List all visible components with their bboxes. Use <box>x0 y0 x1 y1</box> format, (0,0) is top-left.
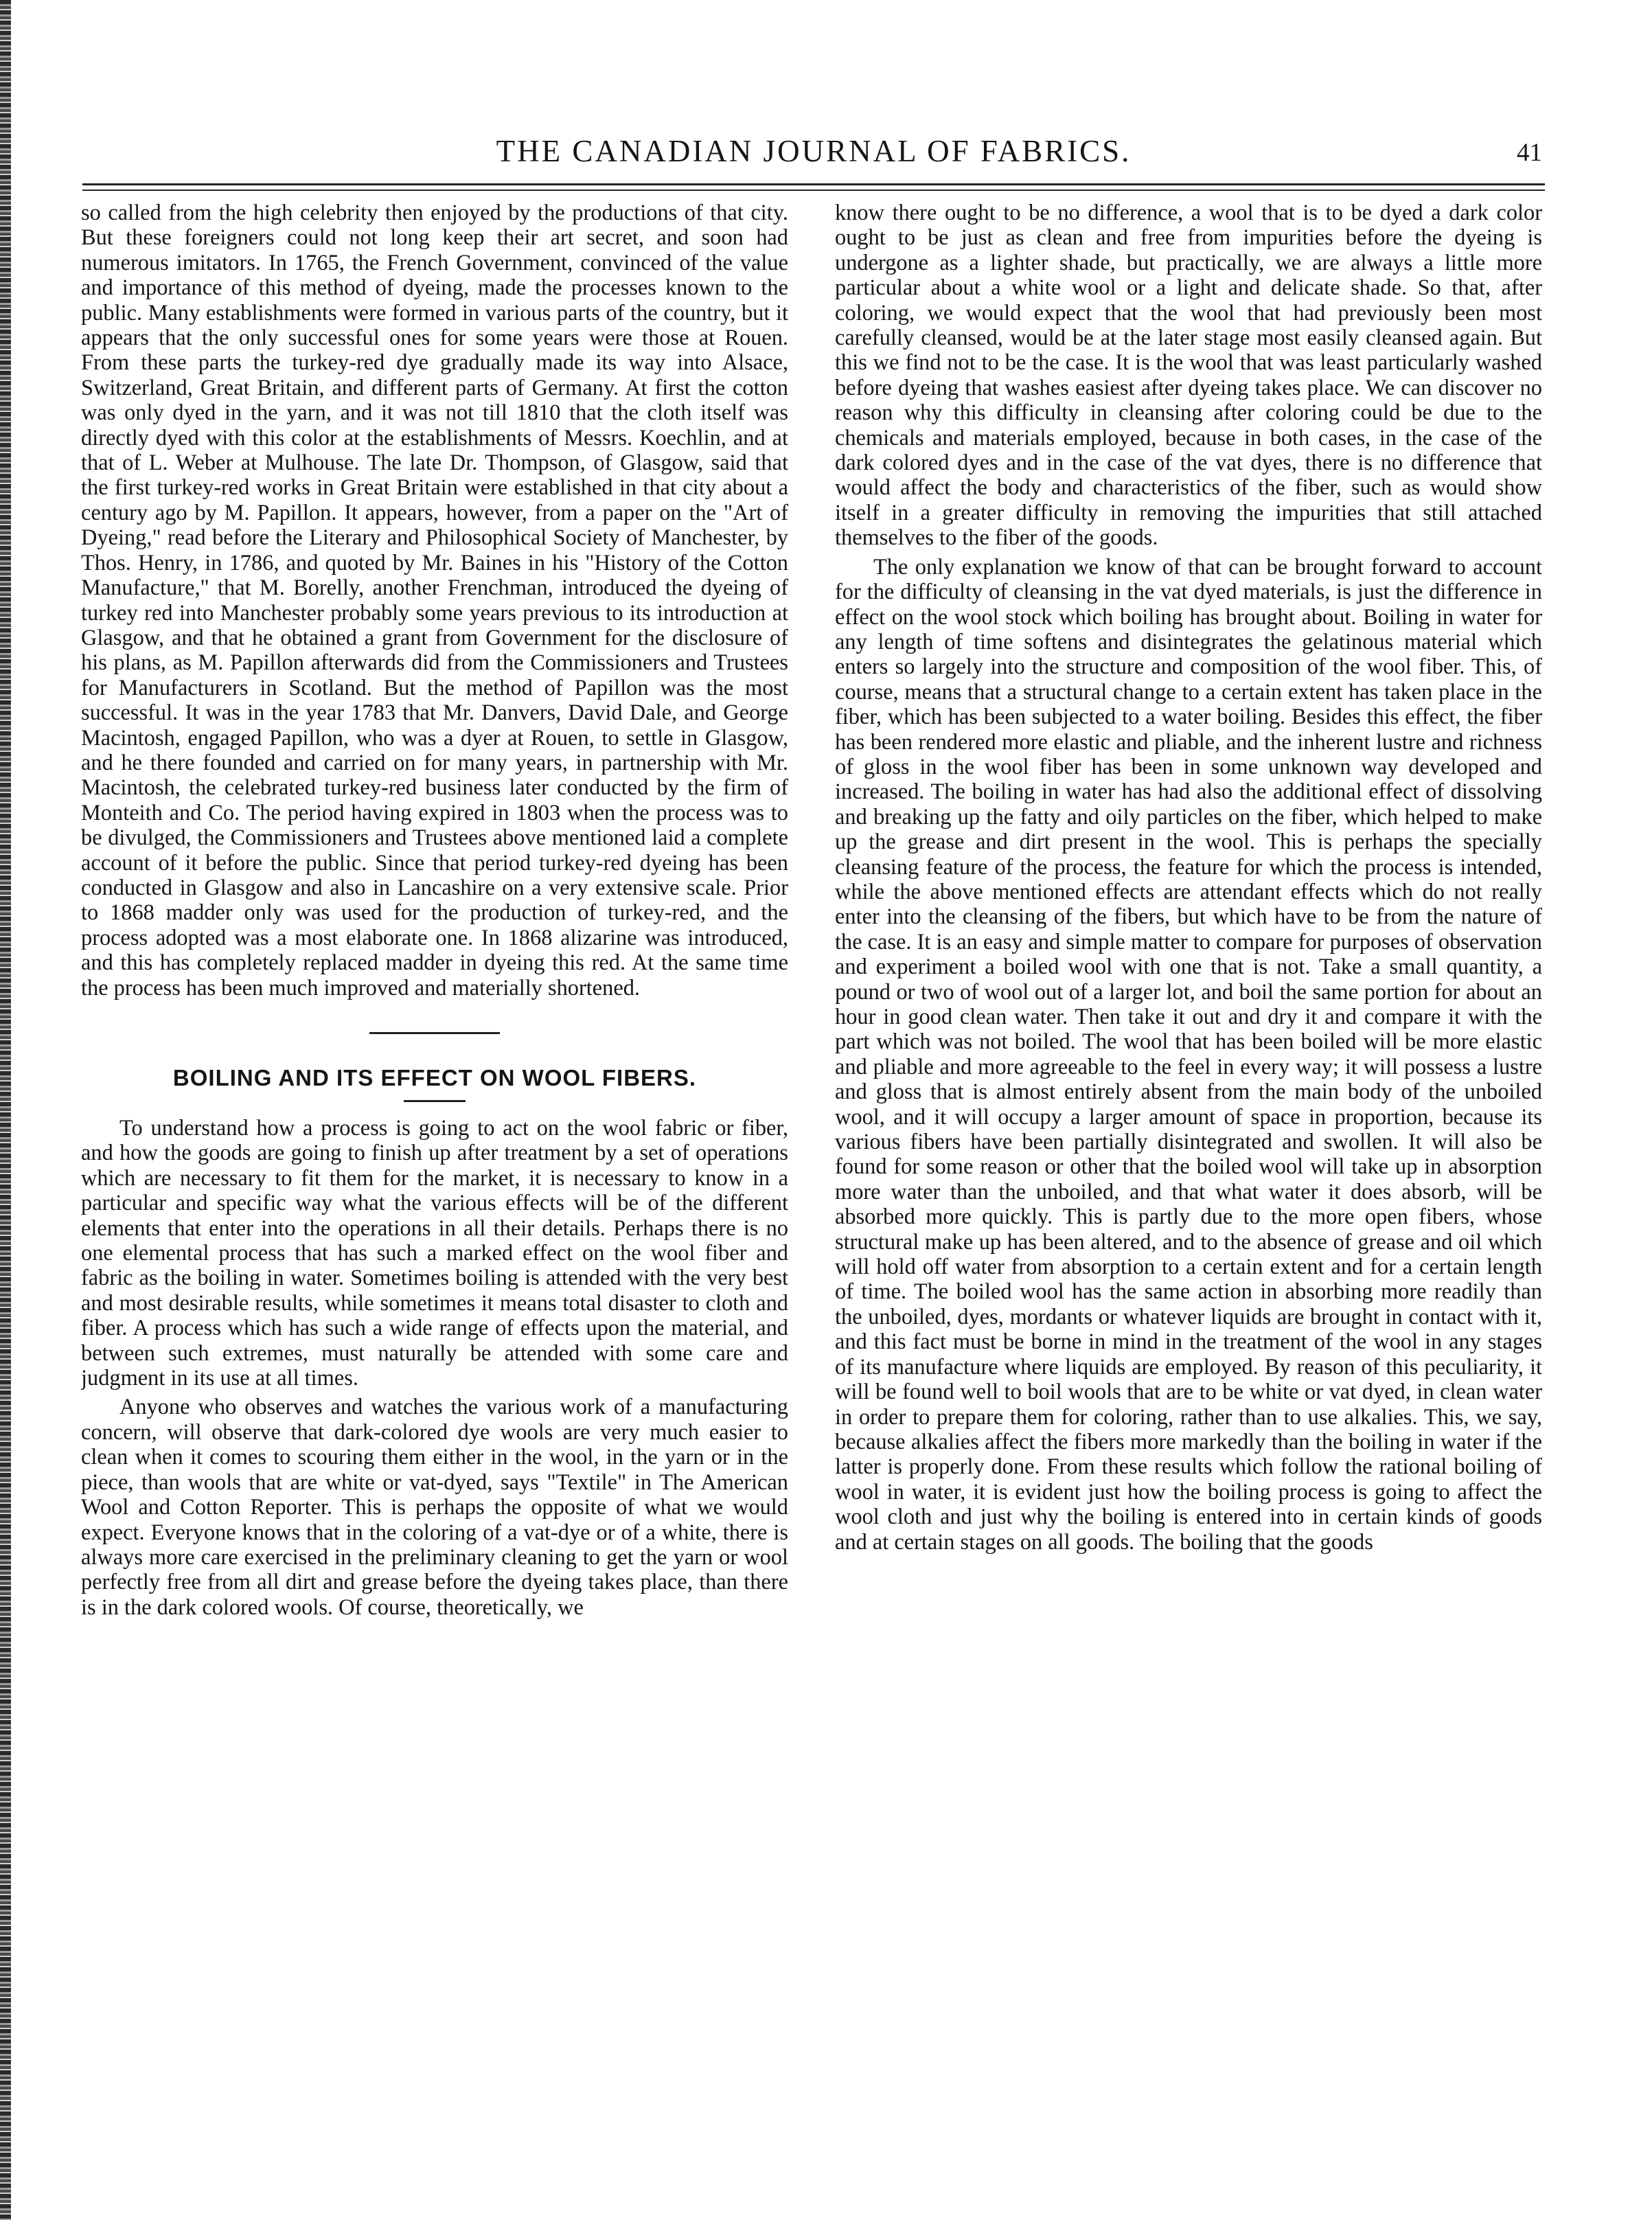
heading-rule <box>404 1100 466 1102</box>
continued-paragraph: so called from the high celebrity then enjoyed by the productions of that city. But these foreigners could not long keep their art secret, and soon had numerous imitators. In 1765, the French Government, convinced of the value and importance of this method of dyeing, made the processes known to the public. Many establishments were formed in various parts of the country, but it appears that the only successful ones for some years were those at Rouen. From these parts the turkey-red dye gradually made its way into Alsace, Switzerland, Great Britain, and different parts of Germany. At first the cotton was only dyed in the yarn, and it was not till 1810 that the cloth itself was directly dyed with this color at the establishments of Messrs. Koechlin, and at that of L. Weber at Mulhouse. The late Dr. Thompson, of Glasgow, said that the first turkey-red works in Great Britain were established in that city about a century ago by M. Papillon. It appears, however, from a paper on the "Art of Dyeing," read before the Literary and Philosophical Society of Manchester, by Thos. Henry, in 1786, and quoted by Mr. Baines in his "History of the Cotton Manufacture," that M. Borelly, another Frenchman, introduced the dyeing of turkey red into Manchester probably some years previous to its introduction at Glasgow, and that he obtained a grant from Government for the disclosure of his plans, as M. Papillon afterwards did from the Commissioners and Trustees for Manufacturers in Scotland. But the method of Papillon was the most successful. It was in the year 1783 that Mr. Danvers, David Dale, and George Macintosh, engaged Papillon, who was a dyer at Rouen, to settle in Glasgow, and he there founded and carried on for many years, in partnership with Mr. Macintosh, the celebrated turkey-red business later conducted by the firm of Monteith and Co. The period having expired in 1803 when the process was to be divulged, the Commissioners and Trustees above mentioned laid a complete account of it before the public. Since that period turkey-red dyeing has been conducted in Glasgow and also in Lancashire on a very extensive scale. Prior to 1868 madder only was used for the production of turkey-red, and the process adopted was a most elaborate one. In 1868 alizarine was introduced, and this has completely replaced madder in dyeing this red. At the same time the process has been much improved and materially shortened. <box>81 201 788 1000</box>
section-heading: BOILING AND ITS EFFECT ON WOOL FIBERS. <box>172 1065 697 1090</box>
right-column <box>835 201 1542 2206</box>
article-paragraph: To understand how a process is going to act on the wool fabric or fiber, and how the goods are going to finish up after treatment by a set of operations which are necessary to fit them for the market, it is necessary to know in a particular and specific way what the various effects will be of the different elements that enter into the operations in all their details. Perhaps there is no one elemental process that has such a marked effect on the wool fiber and fabric as the boiling in water. Sometimes boiling is attended with the very best and most desirable results, while sometimes it means total disaster to cloth and fiber. A process which has such a wide range of effects upon the material, and between such extremes, must naturally be attended with some care and judgment in its use at all times. <box>81 1116 788 1391</box>
journal-title: THE CANADIAN JOURNAL OF FABRICS. <box>496 134 1132 168</box>
article-paragraph: Anyone who observes and watches the various work of a manufacturing concern, will observe that dark-colored dye wools are very much easier to clean when it comes to scouring them either in the wool, in the yarn or in the piece, than wools that are white or vat-dyed, says "Textile" in The American Wool and Cotton Reporter. This is perhaps the opposite of what we would expect. Everyone knows that in the coloring of a vat-dye or of a white, there is always more care exercised in the preliminary cleaning to get the yarn or wool perfectly free from all dirt and grease before the dyeing takes place, than there is in the dark colored wools. Of course, theoretically, we <box>81 1395 788 1620</box>
article-paragraph: The only explanation we know of that can be brought forward to account for the difficulty of cleansing in the vat dyed materials, is just the difference in effect on the wool stock which boiling has brought about. Boiling in water for any length of time softens and disintegrates the gelatinous material which enters so largely into the structure and composition of the wool fiber. This, of course, means that a structural change to a certain extent has taken place in the fiber, which has been subjected to a water boiling. Besides this effect, the fiber has been rendered more elastic and pliable, and the inherent lustre and richness of gloss in the wool fiber has been in some unknown way developed and increased. The boiling in water has had also the additional effect of dissolving and breaking up the fatty and oily particles on the fiber, which helped to make up the grease and dirt present in the wool. This is perhaps the specially cleansing feature of the process, the feature for which the process is intended, while the above mentioned effects are attendant effects which do not really enter into the cleansing of the fibers, but which have to be from the nature of the case. It is an easy and simple matter to compare for purposes of observation and experiment a boiled wool with one that is not. Take a small quantity, a pound or two of wool out of a larger lot, and boil the same portion for about an hour in good clean water. Then take it out and dry it and compare it with the part which was not boiled. The wool that has been boiled will be more elastic and pliable and more agreeable to the feel in every way; it will possess a lustre and gloss that is almost entirely absent from the main body of the unboiled wool, and it will occupy a larger amount of space in proportion, because its various fibers have been partially disintegrated and swollen. It will also be found for some reason or other that the boiled wool will take up in absorption more water than the unboiled, and that what water it does absorb, will be absorbed more quickly. This is partly due to the more open fibers, whose structural make up has been altered, and to the absence of grease and oil which will hold off water from absorption to a certain extent and for a certain length of time. The boiled wool has the same action in absorbing more readily than the unboiled, dyes, mordants or whatever liquids are brought in contact with it, and this fact must be borne in mind in the treatment of the wool in any stages of its manufacture where liquids are employed. By reason of this peculiarity, it will be found well to boil wools that are to be white or vat dyed, in clean water in order to prepare them for coloring, rather than to use alkalies. This, we say, because alkalies affect the fibers more markedly than the boiling in water if the latter is properly done. From these results which follow the rational boiling of wool in water, it is evident just how the boiling process is going to affect the wool cloth and just why the boiling is entered into in certain kinds of goods and at certain stages on all goods. The boiling that the goods <box>835 554 1542 1555</box>
left-column <box>81 201 788 2206</box>
page-number: 41 <box>1517 139 1542 167</box>
page-binding-edge <box>0 0 11 2220</box>
header-rule <box>82 183 1545 191</box>
page-header <box>76 130 1552 179</box>
section-divider <box>369 1032 500 1034</box>
article-paragraph: know there ought to be no difference, a wool that is to be dyed a dark color ought to be just as clean and free from impurities before the dyeing is undergone as a lighter shade, but practically, we are always a little more particular about a white wool or a light and delicate shade. So that, after coloring, we would expect that the wool that had previously been most carefully cleansed, would be at the later stage most easily cleansed again. But this we find not to be the case. It is the wool that was least particularly washed before dyeing that washes easiest after dyeing takes place. We can discover no reason why this difficulty in cleansing after coloring could be due to the chemicals and materials employed, because in both cases, in the case of the dark colored dyes and in the case of the vat dyes, there is no difference that would affect the body and characteristics of the fiber, such as would show itself in a greater difficulty in removing the impurities that still attached themselves to the fiber of the goods. <box>835 201 1542 551</box>
